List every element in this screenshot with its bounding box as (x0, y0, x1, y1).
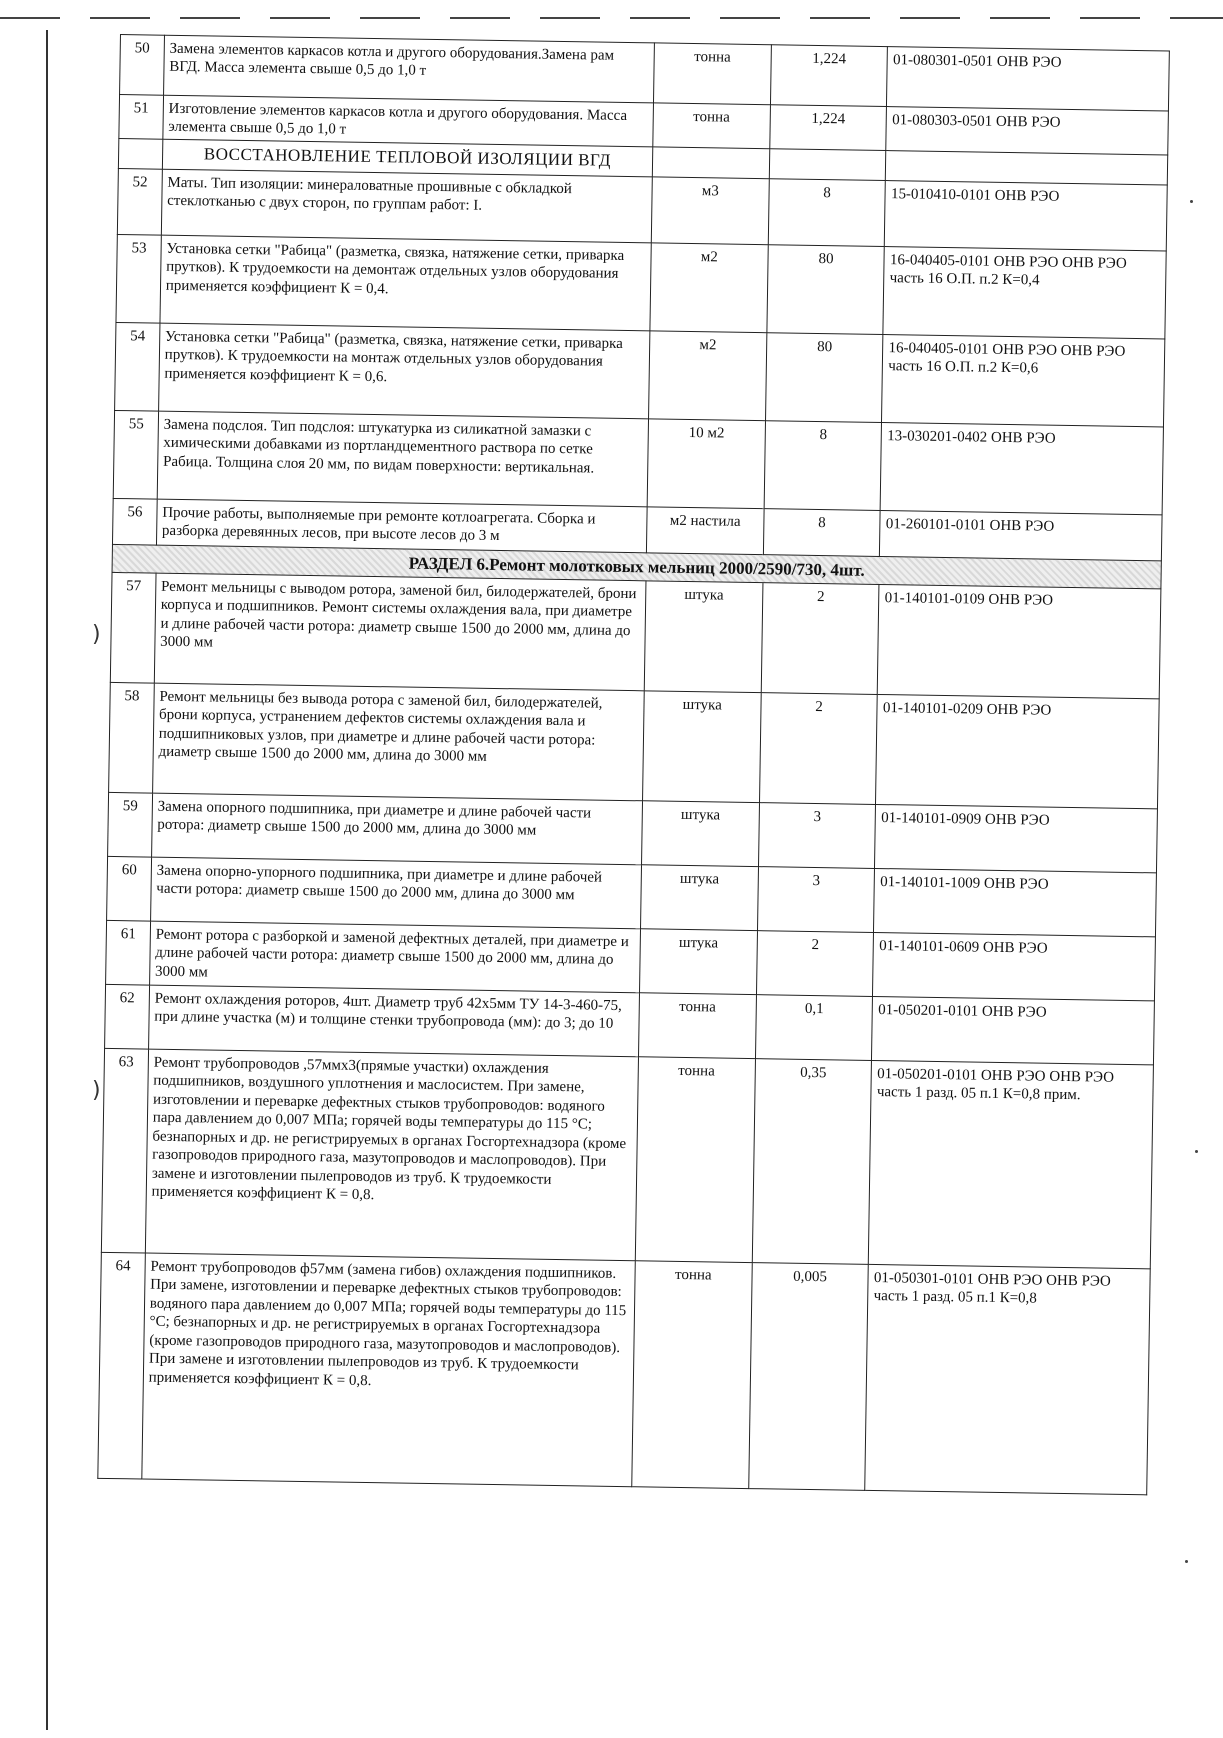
unit: штука (642, 691, 760, 803)
norm-code: 16-040405-0101 ОНВ РЭО ОНВ РЭО часть 16 О.П. п.2 К=0,6 (882, 335, 1165, 427)
work-description: Ремонт охлаждения роторов, 4шт. Диаметр труб 42х5мм ТУ 14-3-460-75, при длине участка (м) и толщине стенки трубопровода (мм): до 3; до 10 (148, 985, 639, 1057)
scan-speck (1190, 200, 1193, 203)
norm-code: 01-140101-0609 ОНВ РЭО (873, 932, 1156, 1000)
unit: штука (639, 929, 757, 995)
work-description: Ремонт ротора с разборкой и заменой дефектных деталей, при диаметре и длине рабочей части ротора: диаметр свыше 1500 до 2000 мм, длина до 3000 мм (149, 921, 640, 993)
work-description: Ремонт мельницы без вывода ротора с заменой бил, билодержателей, брони корпуса, устранением дефектов системы охлаждения вала и подшипниковых узлов, при диаметре и длине рабочей части ротора: диаметр свыше 1500 до 2000 мм, длина до 3000 мм (152, 683, 644, 801)
work-description: Ремонт трубопроводов ,57ммх3(прямые участки) охлаждения подшипников, воздушного уплотнения и маслосистем. При замене, изготовлении и переварке дефектных стыков трубопроводов: водяного пара давлением до 0,007 МПа; горячей воды температуры до 115 °С; безнапорных и др. не регистрируемых в органах Госгортехнадзора (кроме газопроводов природного газа, мазутопроводов и маслопроводов). При замене и изготовлении пылепроводов из труб. К трудоемкости применяется коэффициент К = 0,8. (145, 1049, 638, 1261)
norm-code: 01-050201-0101 ОНВ РЭО (872, 996, 1155, 1064)
empty-cell (769, 149, 886, 181)
table-row (101, 1048, 1153, 1268)
work-description: Ремонт мельницы с выводом ротора, заменой бил, билодержателей, брони корпуса и подшипников. Ремонт системы охлаждения вала, при диаметре и длине рабочей части ротора: диаметр свыше 1500 до 2000 мм, длина до 3000 мм (154, 573, 646, 691)
unit: тонна (638, 993, 756, 1059)
section-title-mills: РАЗДЕЛ 6.Ремонт молотковых мельниц 2000/2590/730, 4шт. (112, 544, 1161, 588)
unit: 10 м2 (647, 419, 765, 509)
work-description: Прочие работы, выполняемые при ремонте котлоагрегата. Сборка и разборка деревянных лесов, при высоте лесов до 3 м (156, 499, 647, 553)
quantity: 8 (768, 179, 886, 247)
norm-code: 01-140101-0909 ОНВ РЭО (875, 804, 1158, 872)
quantity: 80 (765, 333, 883, 423)
work-description: Замена подслоя. Тип подслоя: штукатурка из силикатной замазки с химическими добавками из портландцементного раствора по сетке Рабица. Толщина слоя 20 мм, по видам поверхности: вертикальная. (157, 411, 648, 507)
unit: тонна (653, 103, 770, 149)
work-description: Замена опорного подшипника, при диаметре и длине рабочей части ротора: диаметр свыше 1500 до 2000 мм, длина до 3000 мм (151, 793, 642, 865)
scan-speck (1185, 1560, 1188, 1563)
row-number: 57 (110, 572, 156, 683)
norm-code: 01-260101-0101 ОНВ РЭО (880, 511, 1162, 561)
work-description: Маты. Тип изоляции: минераловатные прошивные с обкладкой стеклотканью с двух сторон, по группам работ: I. (161, 169, 652, 243)
quantity: 2 (761, 583, 879, 695)
row-number: 53 (116, 234, 161, 323)
quantity: 80 (767, 245, 885, 335)
unit: тонна (635, 1057, 755, 1263)
scan-speck (1195, 1150, 1198, 1153)
row-number: 50 (120, 35, 165, 96)
norm-code: 13-030201-0402 ОНВ РЭО (881, 423, 1164, 515)
quantity: 2 (756, 931, 874, 997)
unit: штука (640, 865, 758, 931)
unit: штука (641, 801, 759, 867)
work-description: Установка сетки "Рабица" (разметка, связка, натяжение сетки, приварка прутков). К трудоемкости на демонтаж отдельных узлов оборудования применяется коэффициент К = 0,4. (160, 235, 651, 331)
quantity: 1,224 (770, 45, 888, 107)
unit: м2 (648, 331, 766, 421)
work-description: Замена опорно-упорного подшипника, при диаметре и длине рабочей части ротора: диаметр свыше 1500 до 2000 мм, длина до 3000 мм (150, 857, 641, 929)
row-number: 51 (119, 95, 163, 140)
row-number: 60 (107, 856, 152, 921)
norm-code: 01-140101-1009 ОНВ РЭО (874, 868, 1157, 936)
row-number: 64 (98, 1252, 145, 1479)
unit: м3 (651, 177, 769, 245)
norm-code: 01-140101-0109 ОНВ РЭО (878, 584, 1161, 698)
quantity: 3 (757, 867, 875, 933)
table-row (110, 572, 1161, 698)
row-number: 61 (106, 920, 151, 985)
norm-code: 01-080303-0501 ОНВ РЭО (886, 107, 1168, 155)
quantity: 0,35 (752, 1059, 872, 1265)
work-description: Замена элементов каркасов котла и другого оборудования.Замена рам ВГД. Масса элемента свыше 0,5 до 1,0 т (163, 35, 654, 103)
table-body (98, 35, 1170, 1495)
row-number: 63 (101, 1048, 148, 1253)
table-row (109, 682, 1160, 808)
norm-code: 01-080301-0501 ОНВ РЭО (887, 47, 1169, 111)
estimate-table (97, 34, 1170, 1495)
unit: м2 настила (646, 507, 763, 555)
scan-top-edge (0, 17, 1223, 19)
row-number: 62 (105, 984, 150, 1049)
norm-code: 01-140101-0209 ОНВ РЭО (876, 694, 1159, 808)
table-row (113, 410, 1163, 514)
row-number: 59 (108, 792, 153, 857)
work-description: Ремонт трубопроводов ф57мм (замена гибов) охлаждения подшипников. При замене, изготовлении и переварке дефектных стыков трубопроводов: водяного пара давлением до 0,007 МПа; горячей воды температуры до 115 °С; безнапорных и др. не регистрируемых в органах Госгортехнадзора (кроме газопроводов природного газа, мазутопроводов и маслопроводов). При замене и изготовлении пылепроводов из труб. К трудоемкости применяется коэффициент К = 0,8. (142, 1253, 636, 1487)
row-number: 54 (115, 322, 160, 411)
unit: штука (644, 581, 762, 693)
quantity: 0,1 (755, 995, 873, 1061)
norm-code: 16-040405-0101 ОНВ РЭО ОНВ РЭО часть 16 О.П. п.2 К=0,4 (883, 247, 1166, 339)
unit: м2 (650, 243, 768, 333)
quantity: 0,005 (748, 1262, 868, 1490)
punch-hole-mark: ) (92, 622, 101, 647)
quantity: 1,224 (769, 105, 886, 151)
norm-code: 01-050301-0101 ОНВ РЭО ОНВ РЭО часть 1 разд. 05 п.1 К=0,8 (865, 1264, 1150, 1494)
row-number: 52 (117, 168, 162, 235)
punch-hole-mark: ) (92, 1078, 101, 1103)
work-description: Изготовление элементов каркасов котла и другого оборудования. Масса элемента свыше 0,5 до 1,0 т (163, 95, 654, 147)
empty-cell (886, 151, 1168, 185)
section-title-insulation: ВОССТАНОВЛЕНИЕ ТЕПЛОВОЙ ИЗОЛЯЦИИ ВГД (162, 139, 652, 177)
row-number: 58 (109, 682, 155, 793)
unit: тонна (632, 1261, 752, 1489)
table-row (116, 234, 1166, 338)
norm-code: 15-010410-0101 ОНВ РЭО (885, 181, 1168, 251)
table-row (98, 1252, 1150, 1494)
unit: тонна (653, 43, 771, 105)
scan-left-edge (46, 30, 48, 1730)
row-number: 55 (113, 410, 158, 499)
quantity: 3 (758, 803, 876, 869)
table-row (115, 322, 1165, 426)
work-description: Установка сетки "Рабица" (разметка, связка, натяжение сетки, приварка прутков). К трудоемкости на монтаж отдельных узлов оборудования применяется коэффициент К = 0,6. (158, 323, 649, 419)
quantity: 2 (759, 693, 877, 805)
norm-code: 01-050201-0101 ОНВ РЭО ОНВ РЭО часть 1 разд. 05 п.1 К=0,8 прим. (869, 1060, 1154, 1268)
quantity: 8 (764, 421, 882, 511)
empty-cell (652, 147, 769, 179)
quantity: 8 (763, 509, 880, 557)
row-number: 56 (112, 498, 156, 545)
empty-cell (118, 138, 162, 169)
